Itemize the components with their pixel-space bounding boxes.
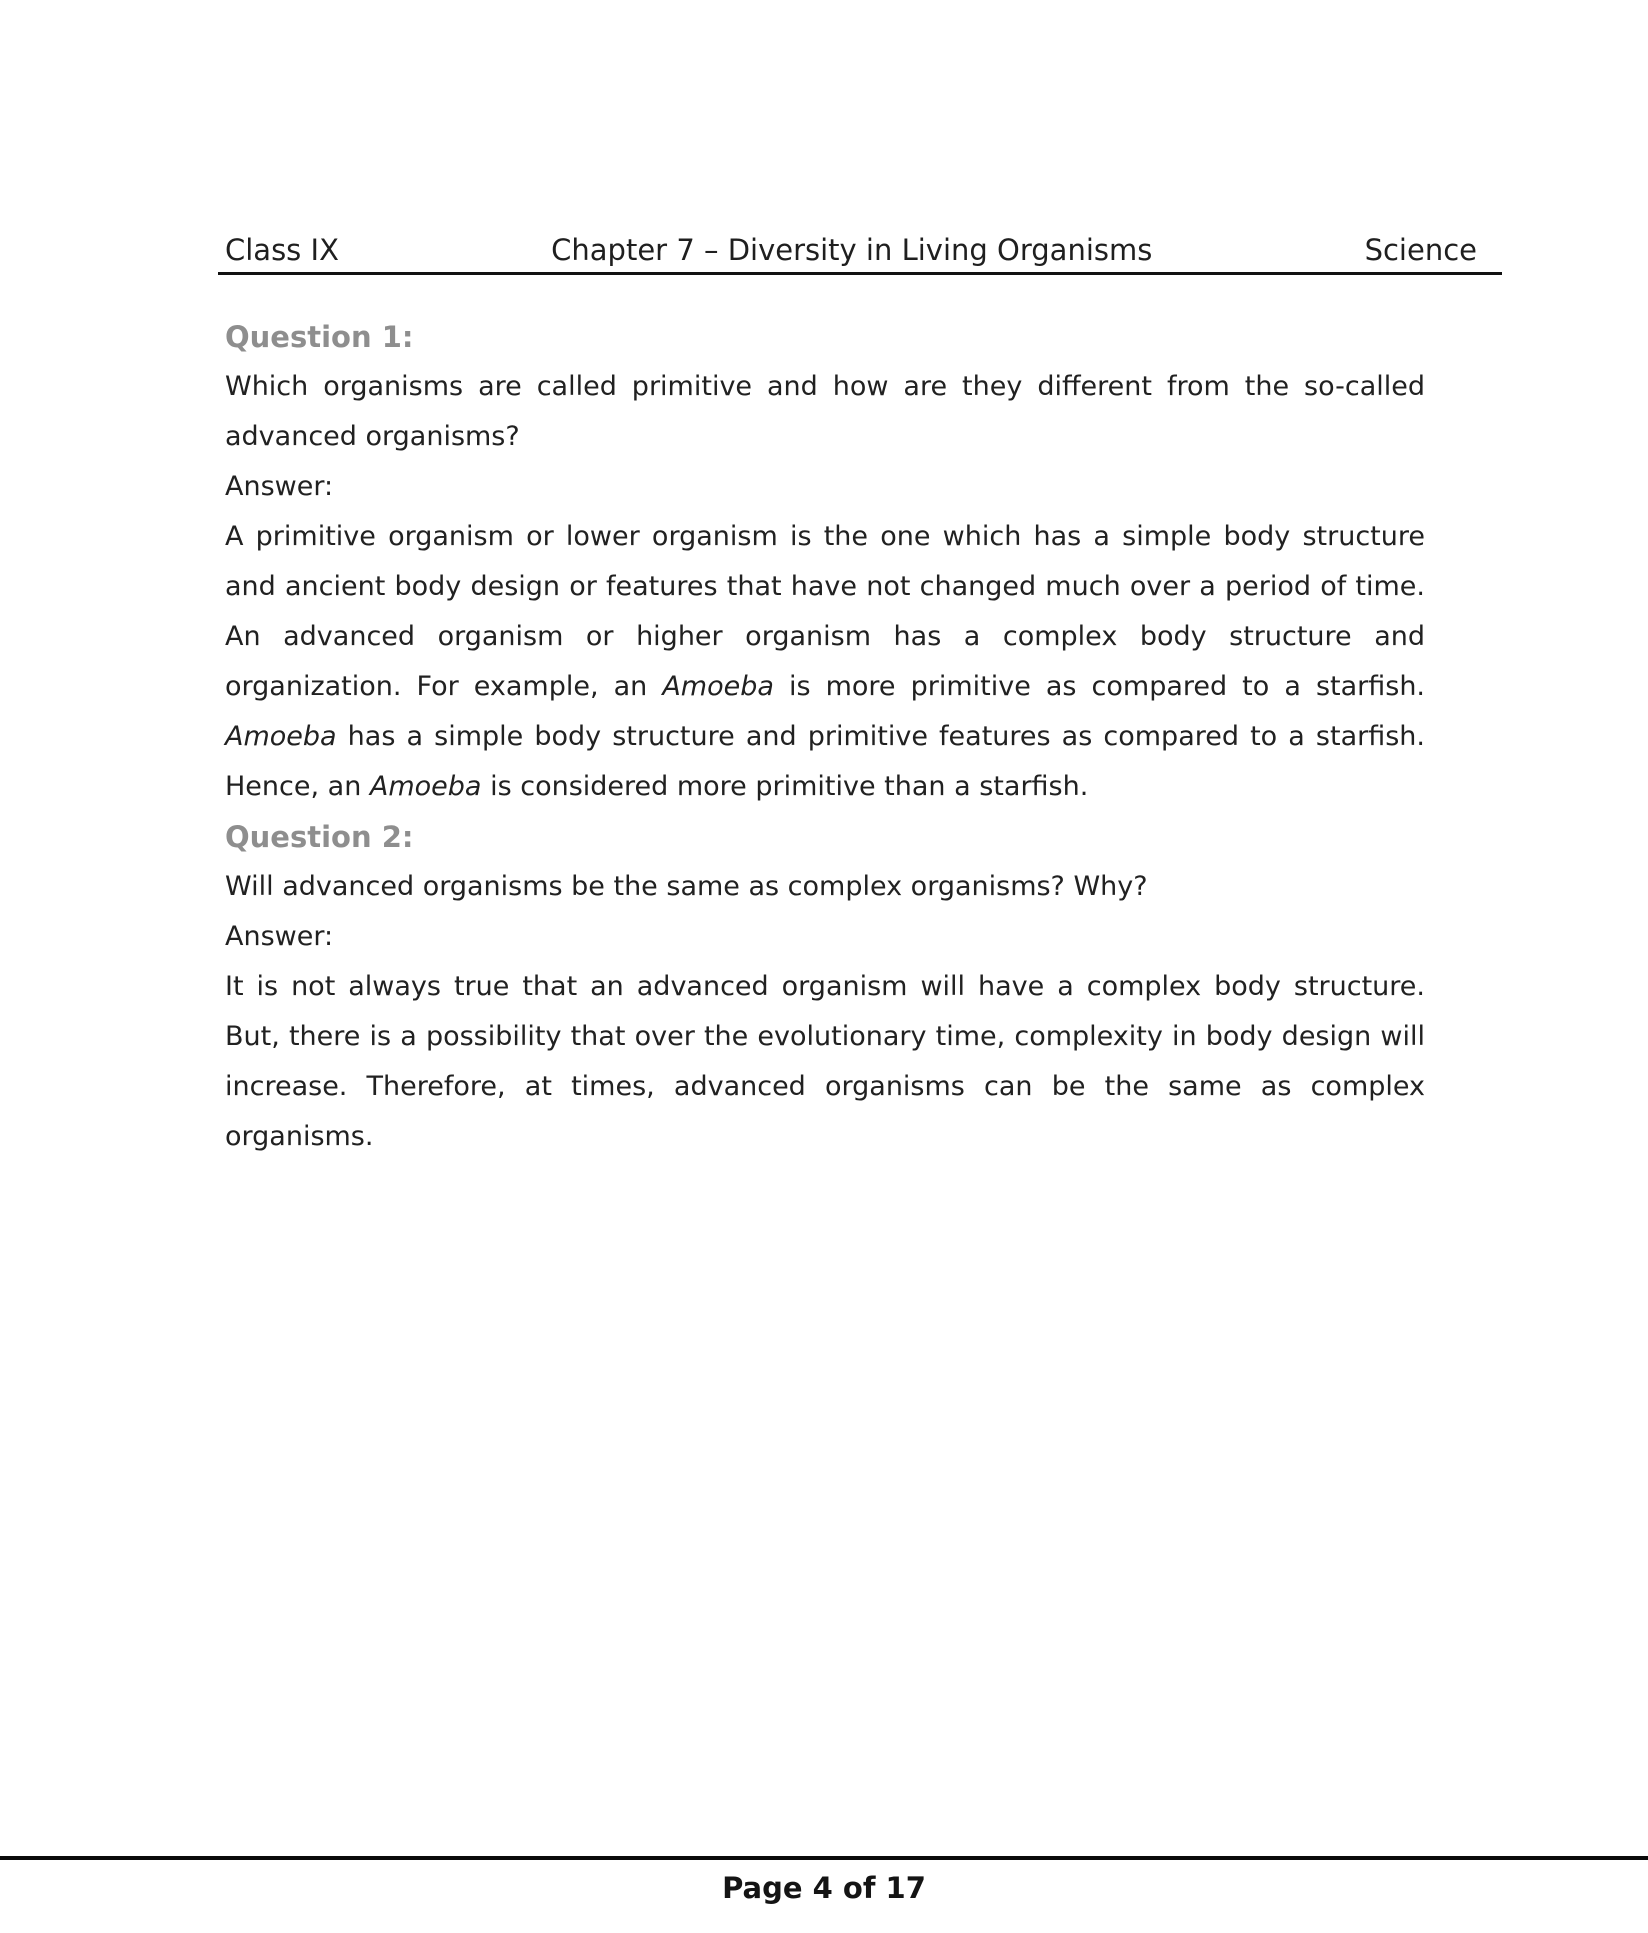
answer-1-text: A primitive organism or lower organism is the one which has a simple body structure and ancient body design or features that have not changed much over a period of time. An advanced organism or higher organism has a complex body structure and organization. For example, an Amoeba is more primitive as compared to a starfish. Amoeba has a simple body structure and primitive features as compared to a starfish. Hence, an Amoeba is considered more primitive than a starfish. — [225, 521, 1426, 802]
page-header — [218, 234, 1502, 275]
answer-2-label: Answer: — [225, 921, 334, 952]
question-2-label: Question 2: — [225, 820, 414, 854]
content-column — [225, 312, 1425, 1162]
page-number: Page 4 of 17 — [722, 1871, 926, 1905]
header-class: Class IX — [225, 233, 339, 267]
header-subject: Science — [1364, 233, 1477, 267]
footer-divider — [0, 1856, 1648, 1860]
answer-2-text: It is not always true that an advanced organism will have a complex body structure. But, there is a possibility that over the evolutionary time, complexity in body design will increase. Therefore, at times, advanced organisms can be the same as complex organisms. — [225, 971, 1425, 1152]
header-chapter-title: Chapter 7 – Diversity in Living Organisms — [551, 233, 1153, 267]
answer-1-label: Answer: — [225, 471, 334, 502]
question-1-label: Question 1: — [225, 320, 414, 354]
question-1-text: Which organisms are called primitive and how are they different from the so-called advanced organisms? — [225, 371, 1425, 452]
question-2-text: Will advanced organisms be the same as complex organisms? Why? — [225, 871, 1148, 902]
